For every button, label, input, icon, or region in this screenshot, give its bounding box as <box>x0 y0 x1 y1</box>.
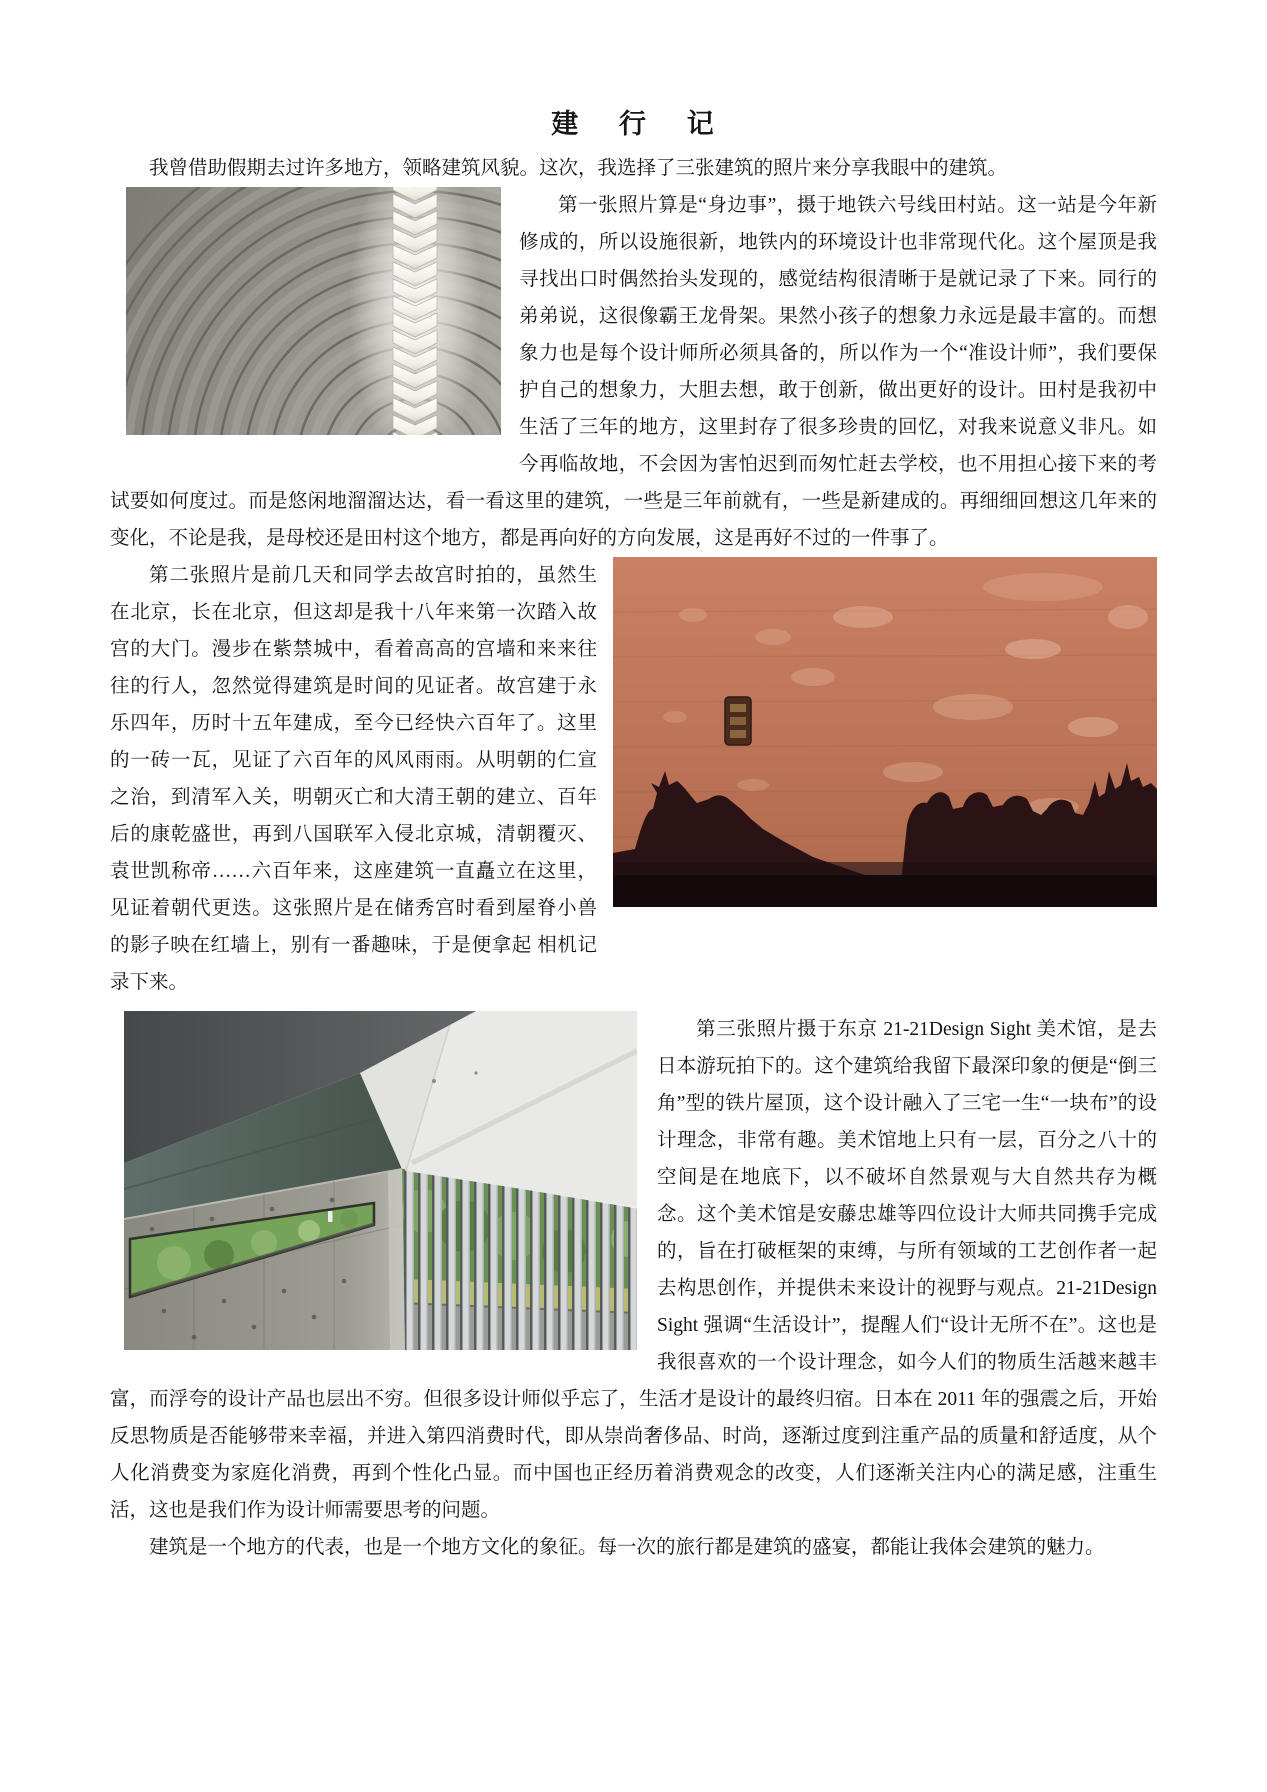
section-second-photo <box>110 557 1157 1001</box>
paragraph-third-photo: 第三张照片摄于东京 21-21Design Sight 美术馆，是去日本游玩拍下的。这个建筑给我留下最深印象的便是“倒三角”型的铁片屋顶，这个设计融入了三宅一生“一块布”的设计理念，非常有趣。美术馆地上只有一层，百分之八十的空间是在地底下，以不破坏自然景观与大自然共存为概念。这个美术馆是安藤忠雄等四位设计大师共同携手完成的，旨在打破框架的束缚，与所有领域的工艺创作者一起去构思创作，并提供未来设计的视野与观点。21-21Design Sight 强调“生活设计”，提醒人们“设计无所不在”。这也是我很喜欢的一个设计理念，如今人们的物质生活越来越丰富，而浮夸的设计产品也层出不穷。但很多设计师似乎忘了，生活才是设计的最终归宿。日本在 2011 年的强震之后，开始反思物质是否能够带来幸福，并进入第四消费时代，即从崇尚奢侈品、时尚，逐渐过度到注重产品的质量和舒适度，从个人化消费变为家庭化消费，再到个性化凸显。而中国也正经历着消费观念的改变，人们逐渐关注内心的满足感，注重生活，这也是我们作为设计师需要思考的问题。 <box>110 1019 1157 1521</box>
paragraph-second-photo: 第二张照片是前几天和同学去故宫时拍的，虽然生在北京，长在北京，但这却是我十八年来第一次踏入故宫的大门。漫步在紫禁城中，看着高高的宫墙和来来往往的行人，忽然觉得建筑是时间的见证者。故宫建于永乐四年，历时十五年建成，至今已经快六百年了。这里的一砖一瓦，见证了六百年的风风雨雨。从明朝的仁宣之治，到清军入关，明朝灭亡和大清王朝的建立、百年后的康乾盛世，再到八国联军入侵北京城，清朝覆灭、袁世凯称帝……六百年来，这座建筑一直矗立在这里，见证着朝代更迭。这张照片是在储秀宫时看到屋脊小兽的影子映在红墙上，别有一番趣味，于是便拿起 相机记录下来。 <box>110 565 597 993</box>
downlight-dot <box>432 1079 436 1083</box>
section-gap <box>110 1001 1157 1011</box>
paragraph-first-photo: 第一张照片算是“身边事”，摄于地铁六号线田村站。这一站是今年新修成的，所以设施很新，地铁内的环境设计也非常现代化。这个屋顶是我寻找出口时偶然抬头发现的，感觉结构很清晰于是就记录了下来。同行的弟弟说，这很像霸王龙骨架。果然小孩子的想象力永远是最丰富的。而想象力也是每个设计师所必须具备的，所以作为一个“准设计师”，我们要保护自己的想象力，大胆去想，敢于创新，做出更好的设计。田村是我初中生活了三年的地方，这里封存了很多珍贵的回忆，对我来说意义非凡。如今再临故地，不会因为害怕迟到而匆忙赶去学校，也不用担心接下来的考试要如何度过。而是悠闲地溜溜达达，看一看这里的建筑，一些是三年前就有，一些是新建成的。再细细回想这几年来的变化，不论是我，是母校还是田村这个地方，都是再向好的方向发展，这是再好不过的一件事了。 <box>110 195 1157 549</box>
shadow-band <box>613 862 1157 876</box>
person-figure <box>328 1211 333 1222</box>
museum-interior-image <box>124 1011 637 1350</box>
downlight-dot-2 <box>474 1071 477 1074</box>
paragraph-intro: 我曾借助假期去过许多地方，领略建筑风貌。这次，我选择了三张建筑的照片来分享我眼中的建筑。 <box>149 158 1008 179</box>
paragraph-closing: 建筑是一个地方的代表，也是一个地方文化的象征。每一次的旅行都是建筑的盛宴，都能让我体会建筑的魅力。 <box>149 1537 1105 1558</box>
photo-red-wall <box>613 557 1157 907</box>
page-title: 建 行 记 <box>551 109 716 139</box>
dark-base-band <box>613 875 1157 907</box>
section-first-photo <box>110 187 1157 557</box>
red-wall-image <box>613 557 1157 907</box>
wall-plaque <box>725 697 751 745</box>
section-third-photo <box>110 1011 1157 1529</box>
metro-ceiling-image <box>126 187 501 435</box>
photo-metro-ceiling <box>126 187 501 435</box>
photo-museum-interior <box>124 1011 637 1350</box>
